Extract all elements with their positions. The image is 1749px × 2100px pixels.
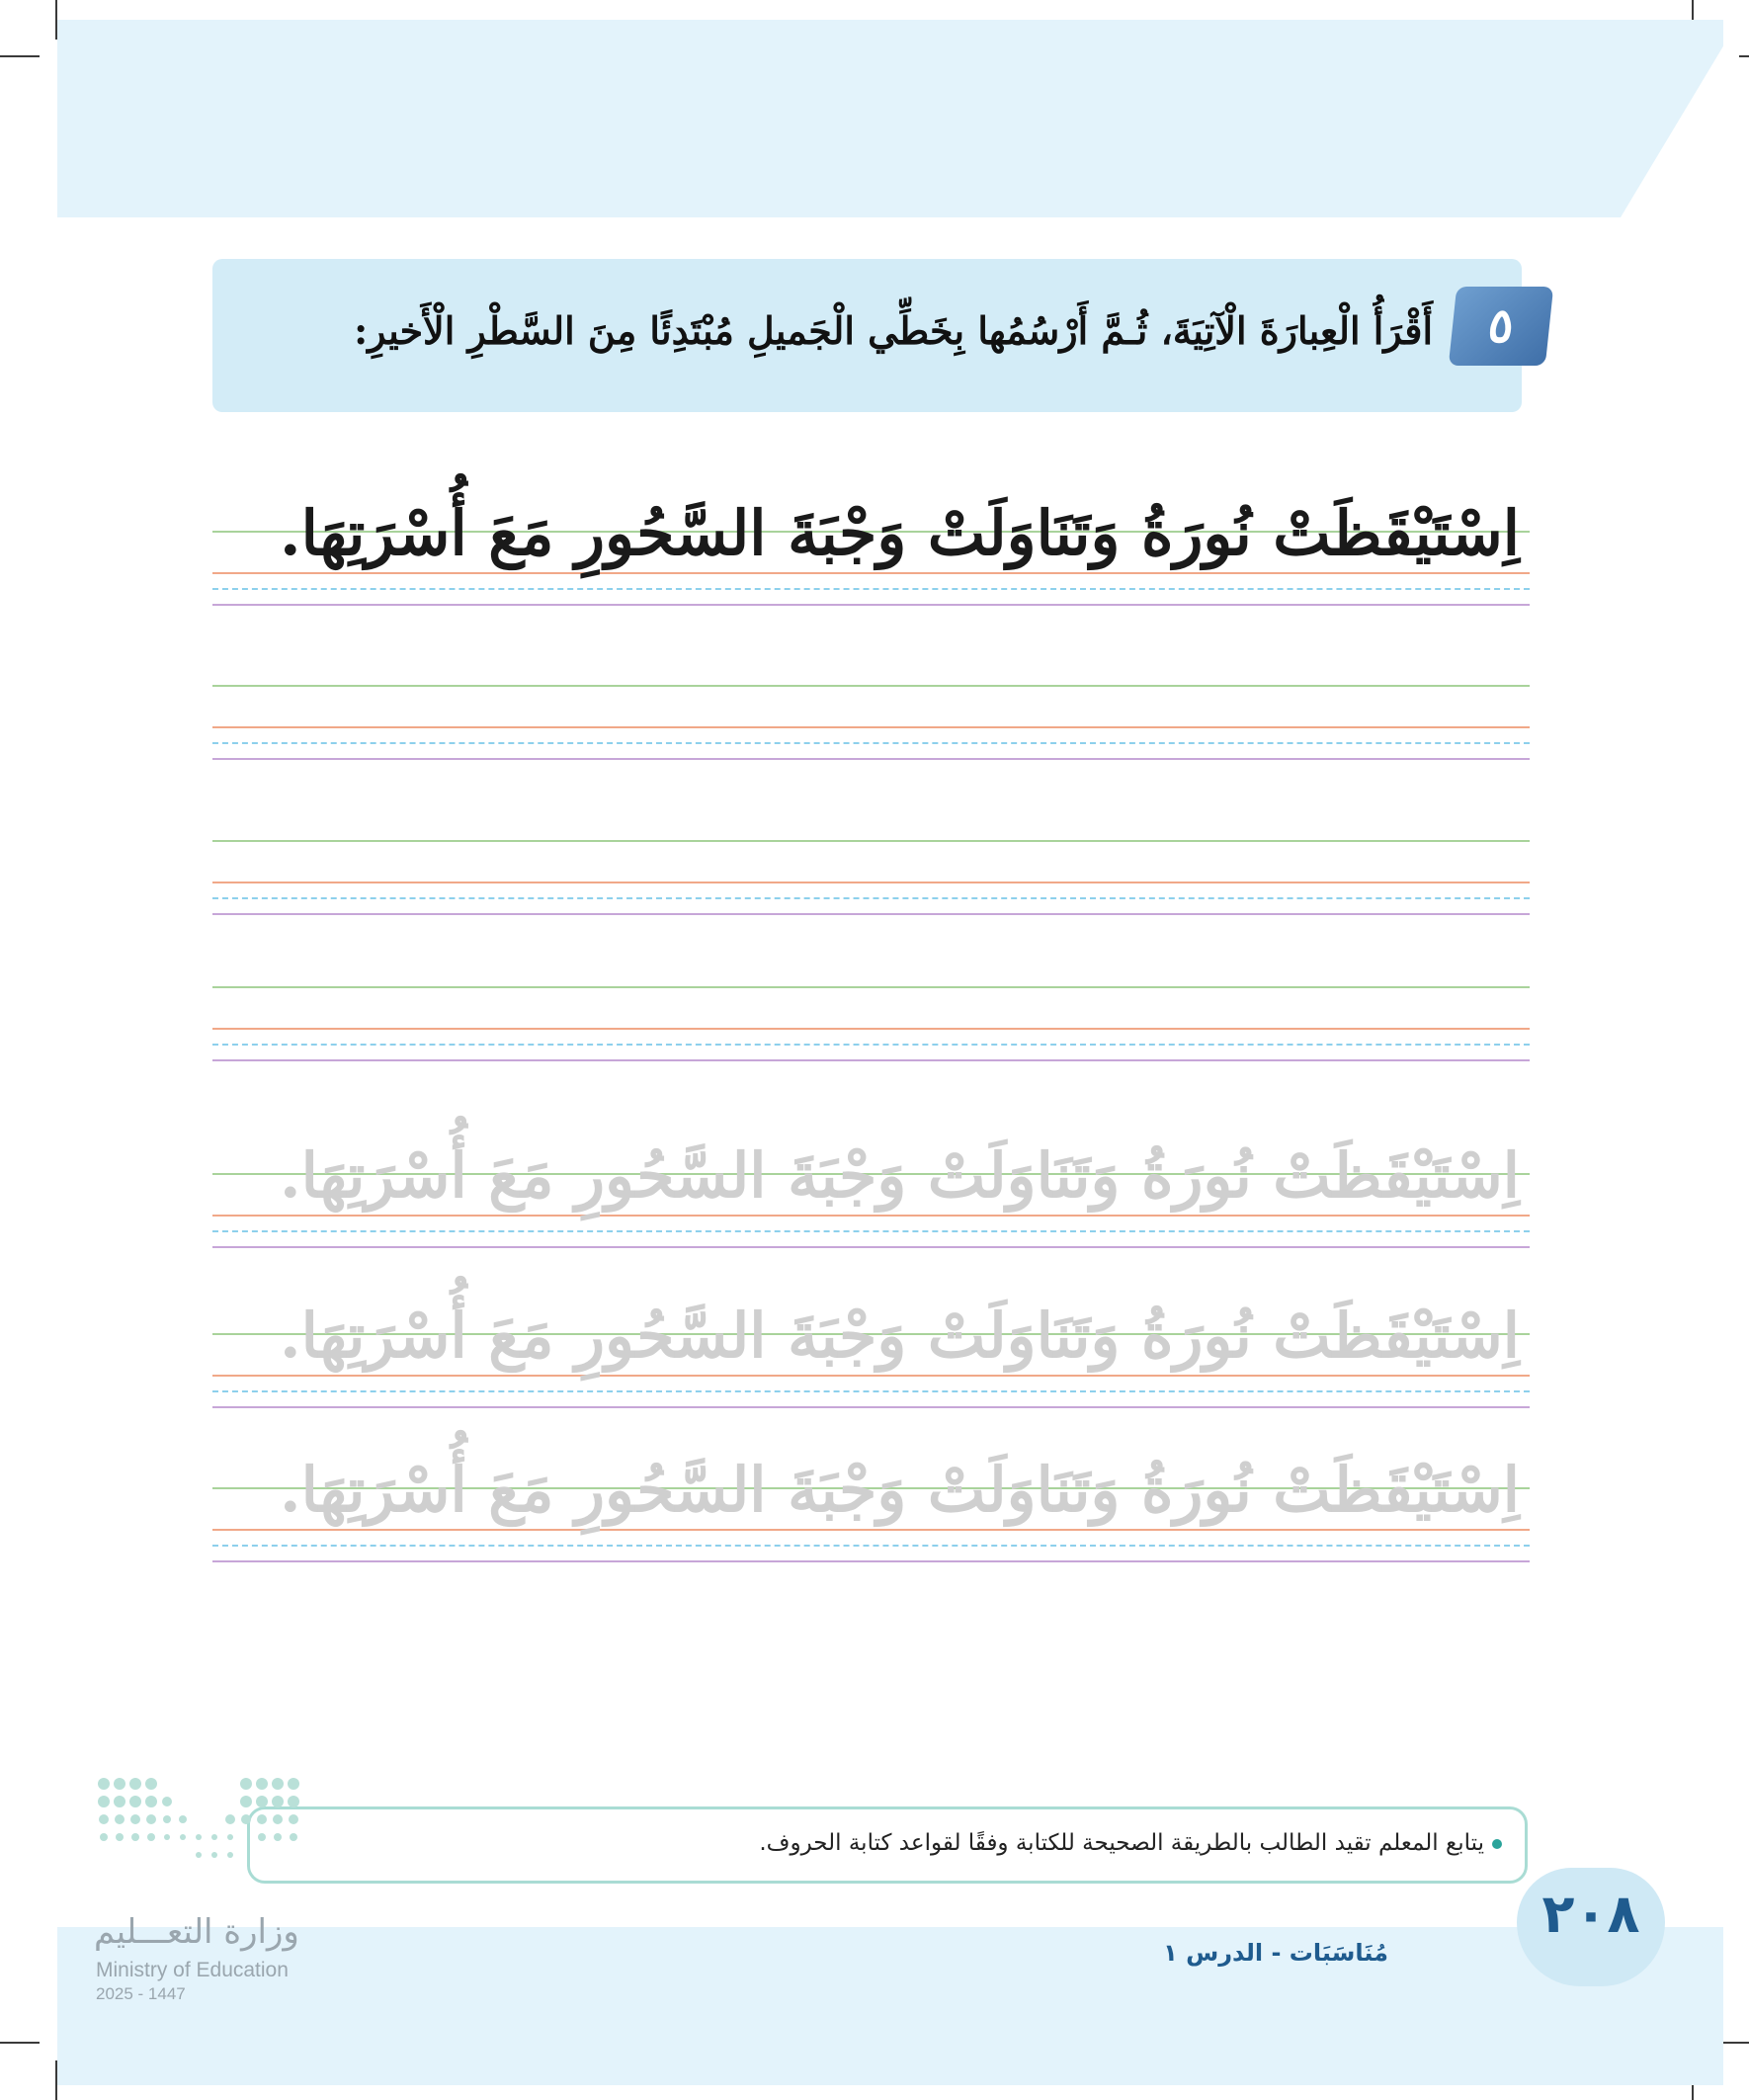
guide-line-top [212,986,1530,988]
bullet-icon [1492,1839,1502,1849]
guide-line-bottom [212,1059,1530,1061]
model-sentence: اِسْتَيْقَظَتْ نُورَةُ وَتَنَاوَلَتْ وَجْبَةَ السَّحُورِ مَعَ أُسْرَتِهَا. [280,497,1520,569]
guide-line-base [212,1028,1530,1030]
guide-line-dashed [212,588,1530,590]
practice-writing-line[interactable] [212,840,1530,929]
trace-sentence: اِسْتَيْقَظَتْ نُورَةُ وَتَنَاوَلَتْ وَجْبَةَ السَّحُورِ مَعَ أُسْرَتِهَا. [280,1139,1520,1212]
guide-line-base [212,726,1530,728]
ministry-name-ar: وزارة التعـــليم [94,1912,299,1952]
trace-writing-line[interactable] [212,1300,1530,1422]
guide-line-dashed [212,1044,1530,1046]
ministry-logo-icon [94,1774,311,1892]
edition-year: 2025 - 1447 [96,1984,186,2003]
guide-line-top [212,840,1530,842]
guide-line-dashed [212,1230,1530,1232]
crop-mark [0,2042,40,2044]
guide-line-bottom [212,758,1530,760]
trace-writing-line[interactable] [212,1139,1530,1262]
guide-line-base [212,882,1530,883]
crop-mark [0,55,40,57]
guide-line-bottom [212,1406,1530,1408]
guide-line-dashed [212,897,1530,899]
guide-line-top [212,685,1530,687]
guide-line-bottom [212,1246,1530,1248]
page-number: ٢٠٨ [1541,1883,1640,1945]
guide-line-dashed [212,1545,1530,1547]
guide-line-bottom [212,1560,1530,1562]
exercise-number: ٥ [1449,287,1553,366]
teacher-note [267,1818,1502,1868]
practice-writing-line[interactable] [212,986,1530,1075]
header-band [57,20,1723,217]
teacher-note-text: يتابع المعلم تقيد الطالب بالطريقة الصحيحة للكتابة وفقًا لقواعد كتابة الحروف. [759,1830,1484,1856]
guide-line-bottom [212,604,1530,606]
exercise-instruction: أَقْرَأُ الْعِبارَةَ الْآتِيَةَ، ثُـمَّ أَرْسُمُها بِخَطِّي الْجَميلِ مُبْتَدِئًا مِنَ السَّطْرِ الْأَخيرِ: [354,308,1433,353]
trace-writing-line[interactable] [212,1454,1530,1576]
ministry-name-en: Ministry of Education [96,1959,289,1981]
guide-line-bottom [212,913,1530,915]
trace-sentence: اِسْتَيْقَظَتْ نُورَةُ وَتَنَاوَلَتْ وَجْبَةَ السَّحُورِ مَعَ أُسْرَتِهَا. [280,1454,1520,1526]
guide-line-dashed [212,1390,1530,1392]
guide-line-dashed [212,742,1530,744]
lesson-title: مُنَاسَبَات - الدرس ١ [1163,1939,1388,1967]
model-writing-line [212,497,1530,620]
practice-writing-line[interactable] [212,685,1530,774]
trace-sentence: اِسْتَيْقَظَتْ نُورَةُ وَتَنَاوَلَتْ وَجْبَةَ السَّحُورِ مَعَ أُسْرَتِهَا. [280,1300,1520,1372]
